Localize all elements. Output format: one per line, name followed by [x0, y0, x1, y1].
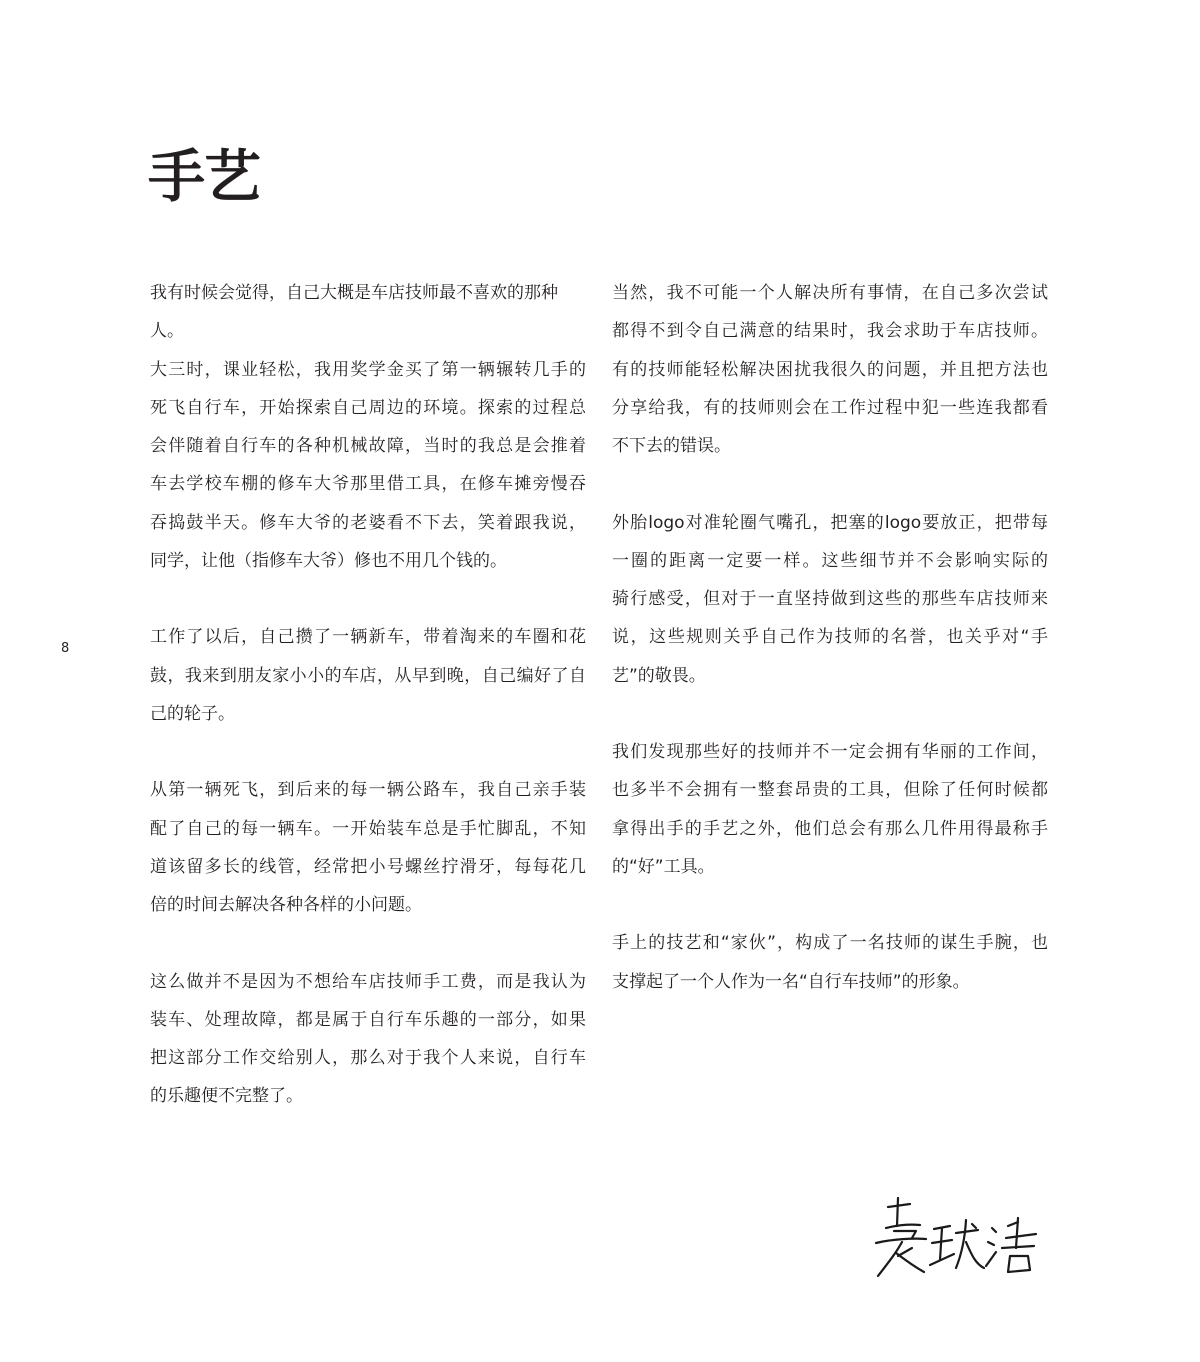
paragraph	[612, 924, 1048, 1001]
text-line: 道该留多长的线管，经常把小号螺丝拧滑牙，每每花几	[150, 856, 586, 877]
text-line: 己的轮子。	[150, 703, 235, 724]
text-line: 工作了以后，自己攒了一辆新车，带着淘来的车圈和花	[150, 627, 586, 648]
text-line: 配了自己的每一辆车。一开始装车总是手忙脚乱，不知	[150, 818, 586, 839]
text-line: 一圈的距离一定要一样。这些细节并不会影响实际的	[612, 550, 1048, 571]
text-line: 骑行感受，但对于一直坚持做到这些的那些车店技师来	[612, 589, 1048, 609]
text-line: 我们发现那些好的技师并不一定会拥有华丽的工作间，	[612, 742, 1048, 762]
text-line: 倍的时间去解决各种各样的小问题。	[150, 895, 422, 915]
paragraph	[150, 274, 586, 342]
text-line: 外胎logo对准轮圈气嘴孔，把塞的logo要放正，把带每	[612, 512, 1048, 533]
text-line: 都得不到令自己满意的结果时，我会求助于车店技师。	[612, 321, 1048, 342]
paragraph	[612, 274, 1048, 465]
page-number: 8	[61, 641, 70, 656]
text-line: 不下去的错误。	[612, 436, 731, 456]
text-line: 把这部分工作交给别人，那么对于我个人来说，自行车	[150, 1048, 586, 1068]
text-line: 的乐趣便不完整了。	[150, 1086, 303, 1107]
paragraph	[612, 733, 1048, 886]
text-line: 的“好”工具。	[612, 856, 715, 877]
text-line: 会伴随着自行车的各种机械故障，当时的我总是会推着	[150, 436, 586, 456]
text-line: 也多半不会拥有一整套昂贵的工具，但除了任何时候都	[612, 780, 1048, 801]
text-line: 说，这些规则关乎自己作为技师的名誉，也关乎对“手	[612, 627, 1048, 648]
text-line: 当然，我不可能一个人解决所有事情，在自己多次尝试	[612, 283, 1048, 303]
text-line: 我有时候会觉得，自己大概是车店技师最不喜欢的那种人。	[150, 283, 558, 342]
text-line: 大三时，课业轻松，我用奖学金买了第一辆辗转几手的	[150, 359, 586, 380]
text-line: 装车、处理故障，都是属于自行车乐趣的一部分，如果	[150, 1009, 586, 1030]
text-line: 支撑起了一个人作为一名“自行车技师”的形象。	[612, 971, 970, 992]
text-line: 同学，让他（指修车大爷）修也不用几个钱的。	[150, 550, 507, 571]
text-line: 从第一辆死飞，到后来的每一辆公路车，我自己亲手装	[150, 780, 586, 801]
page-title: 手艺	[148, 144, 260, 211]
text-line: 分享给我，有的技师则会在工作过程中犯一些连我都看	[612, 397, 1048, 418]
text-line: 拿得出手的手艺之外，他们总会有那么几件用得最称手	[612, 818, 1048, 839]
text-line: 吞捣鼓半天。修车大爷的老婆看不下去，笑着跟我说，	[150, 512, 586, 533]
right-column	[612, 274, 1048, 1039]
text-line: 这么做并不是因为不想给车店技师手工费，而是我认为	[150, 971, 586, 992]
left-column	[150, 274, 586, 1154]
paragraph	[150, 351, 586, 581]
text-line: 车去学校车棚的修车大爷那里借工具，在修车摊旁慢吞	[150, 474, 586, 495]
text-line: 手上的技艺和“家伙”，构成了一名技师的谋生手腕，也	[612, 933, 1048, 954]
paragraph	[150, 963, 586, 1116]
paragraph	[150, 618, 586, 733]
handwritten-signature	[868, 1198, 1048, 1288]
paragraph	[150, 771, 586, 924]
text-line: 鼓，我来到朋友家小小的车店，从早到晚，自己编好了自	[150, 665, 586, 686]
text-line: 艺”的敬畏。	[612, 665, 706, 686]
text-line: 死飞自行车，开始探索自己周边的环境。探索的过程总	[150, 397, 586, 418]
paragraph	[612, 504, 1048, 695]
text-line: 有的技师能轻松解决困扰我很久的问题，并且把方法也	[612, 359, 1048, 380]
